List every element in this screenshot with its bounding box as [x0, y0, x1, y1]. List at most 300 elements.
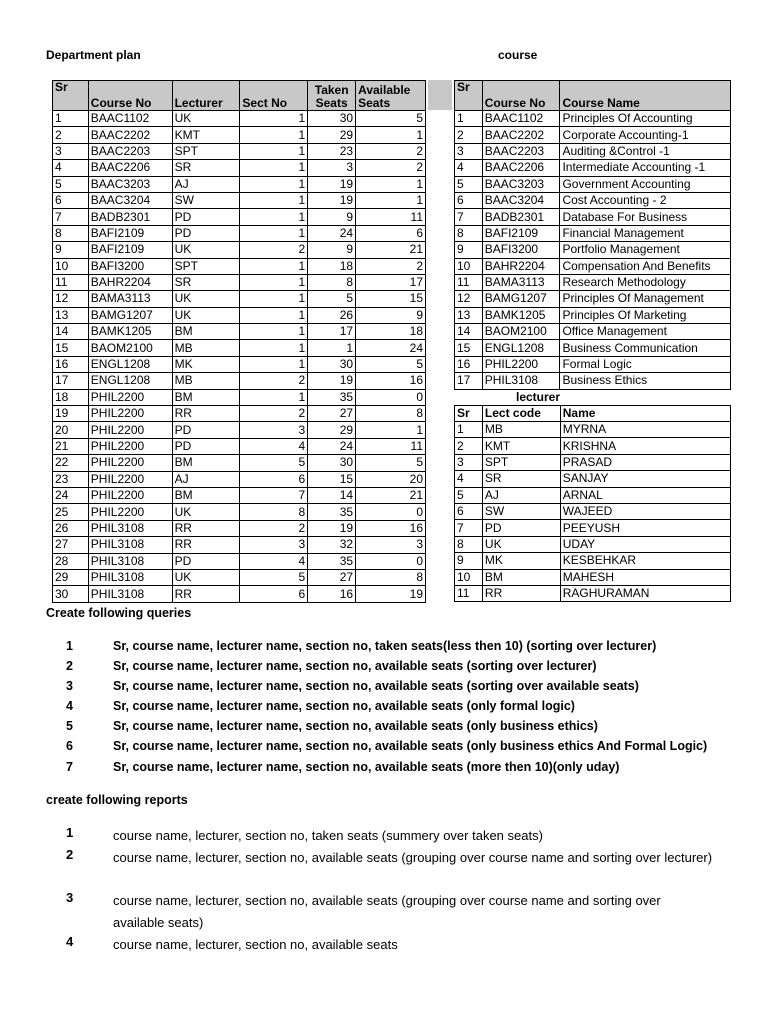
cell-taken-seats: 30 [308, 455, 356, 471]
cell-taken-seats: 19 [308, 520, 356, 536]
cell-course-no: BAFI3200 [482, 242, 560, 258]
cell-course-no: PHIL3108 [482, 373, 560, 389]
cell-sr: 30 [53, 586, 89, 602]
cell-lect-code: SR [482, 471, 560, 487]
cell-sr: 9 [53, 242, 89, 258]
cell-sr: 24 [53, 487, 89, 503]
table-row [53, 291, 426, 307]
cell-available-seats: 0 [356, 504, 426, 520]
cell-course-no: BAAC2203 [482, 143, 560, 159]
cell-taken-seats: 24 [308, 438, 356, 454]
cell-taken-seats: 29 [308, 422, 356, 438]
cell-sr: 1 [455, 422, 483, 438]
cell-taken-seats: 14 [308, 487, 356, 503]
table-row [455, 127, 731, 143]
cell-lect-code: MB [482, 422, 560, 438]
table-row [455, 487, 731, 503]
cell-available-seats: 21 [356, 487, 426, 503]
table-row [53, 389, 426, 405]
cell-course-no: PHIL2200 [88, 487, 172, 503]
cell-course-no: BAFI2109 [482, 225, 560, 241]
cell-sr: 9 [455, 553, 483, 569]
cell-lecturer: PD [172, 225, 240, 241]
cell-sect-no: 1 [240, 258, 308, 274]
cell-lecturer: UK [172, 291, 240, 307]
cell-available-seats: 21 [356, 242, 426, 258]
cell-sect-no: 2 [240, 373, 308, 389]
table-row [455, 274, 731, 290]
cell-course-name: Office Management [560, 324, 731, 340]
table-row [455, 291, 731, 307]
cell-sr: 29 [53, 569, 89, 585]
col-lect-name: Name [560, 406, 730, 422]
cell-course-no: PHIL2200 [88, 455, 172, 471]
cell-available-seats: 1 [356, 422, 426, 438]
cell-course-no: BAAC3204 [482, 192, 560, 208]
item-text: Sr, course name, lecturer name, section no, available seats (sorting over available seats) [113, 679, 639, 693]
cell-sect-no: 1 [240, 356, 308, 372]
cell-course-no: PHIL2200 [88, 389, 172, 405]
cell-available-seats: 1 [356, 176, 426, 192]
cell-sr: 8 [455, 536, 483, 552]
cell-sr: 17 [53, 373, 89, 389]
item-number: 5 [66, 719, 73, 733]
cell-lecturer: BM [172, 389, 240, 405]
col-available-seats: Available Seats [356, 81, 426, 111]
cell-sr: 1 [455, 111, 483, 127]
cell-course-no: BADB2301 [482, 209, 560, 225]
cell-taken-seats: 35 [308, 504, 356, 520]
cell-available-seats: 2 [356, 160, 426, 176]
cell-course-no: BAAC2206 [482, 160, 560, 176]
cell-course-no: BAAC2202 [482, 127, 560, 143]
item-number: 6 [66, 739, 73, 753]
cell-sr: 19 [53, 406, 89, 422]
table-row [53, 127, 426, 143]
item-number: 3 [66, 679, 73, 693]
cell-course-no: BADB2301 [88, 209, 172, 225]
course-title: course [498, 48, 538, 62]
table-row [455, 192, 731, 208]
cell-sr: 1 [53, 111, 89, 127]
cell-sr: 6 [53, 192, 89, 208]
cell-sr: 27 [53, 537, 89, 553]
item-number: 7 [66, 760, 73, 774]
cell-available-seats: 5 [356, 356, 426, 372]
col-course-no: Course No [482, 81, 560, 111]
item-text: Sr, course name, lecturer name, section no, available seats (sorting over lecturer) [113, 659, 597, 673]
cell-course-name: Database For Business [560, 209, 731, 225]
cell-sect-no: 2 [240, 242, 308, 258]
cell-lecturer: PD [172, 209, 240, 225]
cell-sr: 12 [53, 291, 89, 307]
cell-course-name: Intermediate Accounting -1 [560, 160, 731, 176]
cell-course-name: Principles Of Accounting [560, 111, 731, 127]
cell-course-no: BAAC2203 [88, 143, 172, 159]
cell-taken-seats: 3 [308, 160, 356, 176]
cell-lecturer: RR [172, 537, 240, 553]
table-row [455, 585, 731, 601]
table-row [53, 258, 426, 274]
cell-sr: 7 [53, 209, 89, 225]
table-row [53, 192, 426, 208]
table-row [455, 111, 731, 127]
lecturer-table [454, 405, 731, 602]
cell-lect-name: KRISHNA [560, 438, 730, 454]
cell-available-seats: 11 [356, 209, 426, 225]
cell-sect-no: 1 [240, 225, 308, 241]
header-gap [428, 80, 452, 110]
table-row [455, 209, 731, 225]
cell-available-seats: 17 [356, 274, 426, 290]
item-number: 1 [66, 639, 73, 653]
cell-lect-code: MK [482, 553, 560, 569]
cell-course-no: BAAC2206 [88, 160, 172, 176]
cell-sect-no: 1 [240, 389, 308, 405]
table-row [455, 307, 731, 323]
col-taken-seats: Taken Seats [308, 81, 356, 111]
item-text: Sr, course name, lecturer name, section no, available seats (only business ethics And Formal Logic) [113, 739, 708, 753]
cell-course-no: BAFI2109 [88, 225, 172, 241]
table-row [53, 111, 426, 127]
cell-taken-seats: 35 [308, 553, 356, 569]
cell-course-no: BAOM2100 [88, 340, 172, 356]
course-table [454, 80, 731, 390]
table-row [53, 373, 426, 389]
cell-course-name: Auditing &Control -1 [560, 143, 731, 159]
table-row [53, 356, 426, 372]
cell-sr: 2 [455, 438, 483, 454]
cell-course-no: BAAC3204 [88, 192, 172, 208]
cell-sect-no: 6 [240, 471, 308, 487]
table-row [53, 487, 426, 503]
cell-course-name: Financial Management [560, 225, 731, 241]
table-row [53, 520, 426, 536]
cell-lect-name: WAJEED [560, 503, 730, 519]
cell-sr: 22 [53, 455, 89, 471]
department-plan-title: Department plan [46, 48, 141, 62]
table-row [455, 356, 731, 372]
cell-lect-name: MAHESH [560, 569, 730, 585]
item-text: Sr, course name, lecturer name, section no, available seats (only business ethics) [113, 719, 598, 733]
cell-course-name: Research Methodology [560, 274, 731, 290]
cell-taken-seats: 16 [308, 586, 356, 602]
table-row [455, 520, 731, 536]
table-row [455, 160, 731, 176]
cell-lect-code: AJ [482, 487, 560, 503]
col-lect-sr: Sr [455, 406, 483, 422]
cell-lect-code: SPT [482, 454, 560, 470]
cell-taken-seats: 19 [308, 176, 356, 192]
cell-lect-code: KMT [482, 438, 560, 454]
table-row [455, 242, 731, 258]
cell-lect-code: PD [482, 520, 560, 536]
department-plan-table [52, 80, 426, 603]
cell-course-no: BAAC3203 [88, 176, 172, 192]
cell-taken-seats: 15 [308, 471, 356, 487]
table-row [53, 438, 426, 454]
cell-taken-seats: 27 [308, 569, 356, 585]
cell-course-no: BAMG1207 [482, 291, 560, 307]
table-row [53, 537, 426, 553]
cell-lect-name: RAGHURAMAN [560, 585, 730, 601]
cell-sr: 10 [455, 258, 483, 274]
cell-taken-seats: 5 [308, 291, 356, 307]
item-number: 3 [66, 890, 74, 905]
table-row [53, 225, 426, 241]
table-row [455, 340, 731, 356]
cell-sr: 5 [53, 176, 89, 192]
cell-taken-seats: 35 [308, 389, 356, 405]
cell-course-name: Compensation And Benefits [560, 258, 731, 274]
cell-sr: 3 [53, 143, 89, 159]
cell-taken-seats: 19 [308, 373, 356, 389]
cell-available-seats: 18 [356, 324, 426, 340]
cell-course-no: PHIL3108 [88, 569, 172, 585]
table-row [455, 471, 731, 487]
cell-lect-code: BM [482, 569, 560, 585]
cell-course-no: BAFI3200 [88, 258, 172, 274]
cell-course-no: BAMG1207 [88, 307, 172, 323]
cell-sect-no: 7 [240, 487, 308, 503]
cell-lecturer: RR [172, 520, 240, 536]
cell-sect-no: 4 [240, 438, 308, 454]
cell-lect-name: MYRNA [560, 422, 730, 438]
table-row [455, 422, 731, 438]
cell-sr: 23 [53, 471, 89, 487]
cell-taken-seats: 27 [308, 406, 356, 422]
cell-available-seats: 5 [356, 455, 426, 471]
cell-course-no: PHIL3108 [88, 553, 172, 569]
cell-course-no: BAAC2202 [88, 127, 172, 143]
cell-available-seats: 8 [356, 569, 426, 585]
cell-lecturer: AJ [172, 471, 240, 487]
cell-sr: 4 [455, 471, 483, 487]
cell-sr: 15 [53, 340, 89, 356]
cell-taken-seats: 29 [308, 127, 356, 143]
cell-course-name: Cost Accounting - 2 [560, 192, 731, 208]
cell-sr: 20 [53, 422, 89, 438]
cell-course-name: Corporate Accounting-1 [560, 127, 731, 143]
cell-course-no: PHIL3108 [88, 586, 172, 602]
cell-available-seats: 19 [356, 586, 426, 602]
col-lect-code: Lect code [482, 406, 560, 422]
col-sr: Sr [53, 81, 89, 111]
reports-title: create following reports [46, 793, 188, 807]
col-lecturer: Lecturer [172, 81, 240, 111]
cell-available-seats: 5 [356, 111, 426, 127]
cell-course-no: ENGL1208 [88, 356, 172, 372]
cell-lecturer: PD [172, 438, 240, 454]
item-number: 2 [66, 847, 74, 862]
table-row [455, 503, 731, 519]
table-row [455, 176, 731, 192]
item-text: course name, lecturer, section no, available seats (grouping over course name and sorting over available seats) [113, 893, 661, 930]
table-row [53, 176, 426, 192]
table-row [53, 242, 426, 258]
cell-course-name: Business Ethics [560, 373, 731, 389]
cell-lect-code: UK [482, 536, 560, 552]
cell-taken-seats: 23 [308, 143, 356, 159]
cell-course-no: PHIL2200 [88, 422, 172, 438]
cell-sect-no: 1 [240, 291, 308, 307]
cell-course-name: Formal Logic [560, 356, 731, 372]
cell-sr: 10 [53, 258, 89, 274]
cell-sect-no: 2 [240, 520, 308, 536]
cell-course-no: PHIL3108 [88, 537, 172, 553]
cell-course-no: PHIL2200 [482, 356, 560, 372]
table-row [53, 274, 426, 290]
cell-available-seats: 0 [356, 553, 426, 569]
cell-lecturer: BM [172, 324, 240, 340]
cell-sr: 11 [455, 274, 483, 290]
cell-lecturer: MK [172, 356, 240, 372]
cell-available-seats: 20 [356, 471, 426, 487]
table-row [455, 569, 731, 585]
cell-sr: 26 [53, 520, 89, 536]
cell-sr: 13 [53, 307, 89, 323]
cell-sr: 4 [455, 160, 483, 176]
table-row [53, 307, 426, 323]
item-number: 4 [66, 934, 74, 949]
col-course-no: Course No [88, 81, 172, 111]
cell-lect-name: PEEYUSH [560, 520, 730, 536]
cell-sr: 16 [455, 356, 483, 372]
cell-sr: 2 [455, 127, 483, 143]
cell-sect-no: 5 [240, 455, 308, 471]
table-row [53, 422, 426, 438]
cell-sect-no: 1 [240, 192, 308, 208]
cell-sr: 7 [455, 520, 483, 536]
table-row [455, 258, 731, 274]
cell-taken-seats: 26 [308, 307, 356, 323]
cell-available-seats: 8 [356, 406, 426, 422]
cell-sr: 11 [455, 585, 483, 601]
cell-course-no: BAMA3113 [482, 274, 560, 290]
cell-available-seats: 1 [356, 192, 426, 208]
cell-available-seats: 16 [356, 373, 426, 389]
cell-sr: 14 [53, 324, 89, 340]
cell-course-no: BAFI2109 [88, 242, 172, 258]
cell-sr: 13 [455, 307, 483, 323]
cell-sect-no: 1 [240, 127, 308, 143]
cell-lect-name: KESBEHKAR [560, 553, 730, 569]
cell-sr: 28 [53, 553, 89, 569]
cell-sr: 6 [455, 192, 483, 208]
col-course-sr: Sr [455, 81, 483, 111]
cell-sr: 8 [455, 225, 483, 241]
cell-lecturer: SPT [172, 143, 240, 159]
cell-sect-no: 1 [240, 340, 308, 356]
cell-course-no: PHIL2200 [88, 406, 172, 422]
item-text: course name, lecturer, section no, taken seats (summery over taken seats) [113, 828, 543, 843]
cell-sr: 11 [53, 274, 89, 290]
cell-lecturer: UK [172, 242, 240, 258]
cell-available-seats: 24 [356, 340, 426, 356]
cell-course-no: BAAC1102 [88, 111, 172, 127]
cell-sr: 17 [455, 373, 483, 389]
cell-sect-no: 1 [240, 143, 308, 159]
cell-available-seats: 6 [356, 225, 426, 241]
cell-lecturer: MB [172, 340, 240, 356]
cell-taken-seats: 24 [308, 225, 356, 241]
cell-course-no: PHIL2200 [88, 504, 172, 520]
col-sect-no: Sect No [240, 81, 308, 111]
cell-lecturer: UK [172, 111, 240, 127]
cell-sr: 14 [455, 324, 483, 340]
cell-available-seats: 3 [356, 537, 426, 553]
cell-lecturer: AJ [172, 176, 240, 192]
cell-sr: 12 [455, 291, 483, 307]
cell-course-no: BAOM2100 [482, 324, 560, 340]
table-row [53, 504, 426, 520]
cell-lecturer: UK [172, 504, 240, 520]
cell-sect-no: 6 [240, 586, 308, 602]
cell-course-name: Principles Of Management [560, 291, 731, 307]
cell-course-no: PHIL2200 [88, 471, 172, 487]
cell-lect-name: PRASAD [560, 454, 730, 470]
cell-sr: 3 [455, 143, 483, 159]
table-row [53, 471, 426, 487]
cell-sect-no: 3 [240, 537, 308, 553]
cell-sect-no: 1 [240, 176, 308, 192]
cell-lecturer: PD [172, 422, 240, 438]
cell-course-name: Government Accounting [560, 176, 731, 192]
cell-taken-seats: 17 [308, 324, 356, 340]
cell-sect-no: 1 [240, 324, 308, 340]
item-number: 4 [66, 699, 73, 713]
item-text: course name, lecturer, section no, available seats [113, 937, 398, 952]
cell-lecturer: SR [172, 160, 240, 176]
table-row [53, 553, 426, 569]
table-row [455, 373, 731, 389]
cell-lecturer: BM [172, 487, 240, 503]
cell-available-seats: 9 [356, 307, 426, 323]
queries-title: Create following queries [46, 606, 192, 620]
cell-available-seats: 2 [356, 143, 426, 159]
table-row [53, 143, 426, 159]
table-row [455, 536, 731, 552]
cell-course-no: BAHR2204 [88, 274, 172, 290]
cell-course-no: ENGL1208 [88, 373, 172, 389]
cell-course-no: BAAC1102 [482, 111, 560, 127]
cell-course-name: Portfolio Management [560, 242, 731, 258]
cell-taken-seats: 1 [308, 340, 356, 356]
item-number: 1 [66, 825, 74, 840]
cell-lecturer: UK [172, 569, 240, 585]
cell-course-no: ENGL1208 [482, 340, 560, 356]
cell-taken-seats: 18 [308, 258, 356, 274]
cell-course-no: PHIL3108 [88, 520, 172, 536]
cell-taken-seats: 8 [308, 274, 356, 290]
cell-lecturer: SPT [172, 258, 240, 274]
cell-sect-no: 1 [240, 274, 308, 290]
cell-sect-no: 1 [240, 209, 308, 225]
cell-available-seats: 11 [356, 438, 426, 454]
cell-available-seats: 16 [356, 520, 426, 536]
col-course-name: Course Name [560, 81, 731, 111]
cell-lecturer: BM [172, 455, 240, 471]
item-text: Sr, course name, lecturer name, section no, available seats (only formal logic) [113, 699, 575, 713]
cell-course-no: BAHR2204 [482, 258, 560, 274]
cell-sr: 25 [53, 504, 89, 520]
cell-lecturer: RR [172, 406, 240, 422]
cell-sect-no: 4 [240, 553, 308, 569]
cell-taken-seats: 9 [308, 209, 356, 225]
cell-sr: 5 [455, 487, 483, 503]
cell-lecturer: SW [172, 192, 240, 208]
item-text: course name, lecturer, section no, available seats (grouping over course name and sorting over lecturer) [113, 850, 713, 865]
